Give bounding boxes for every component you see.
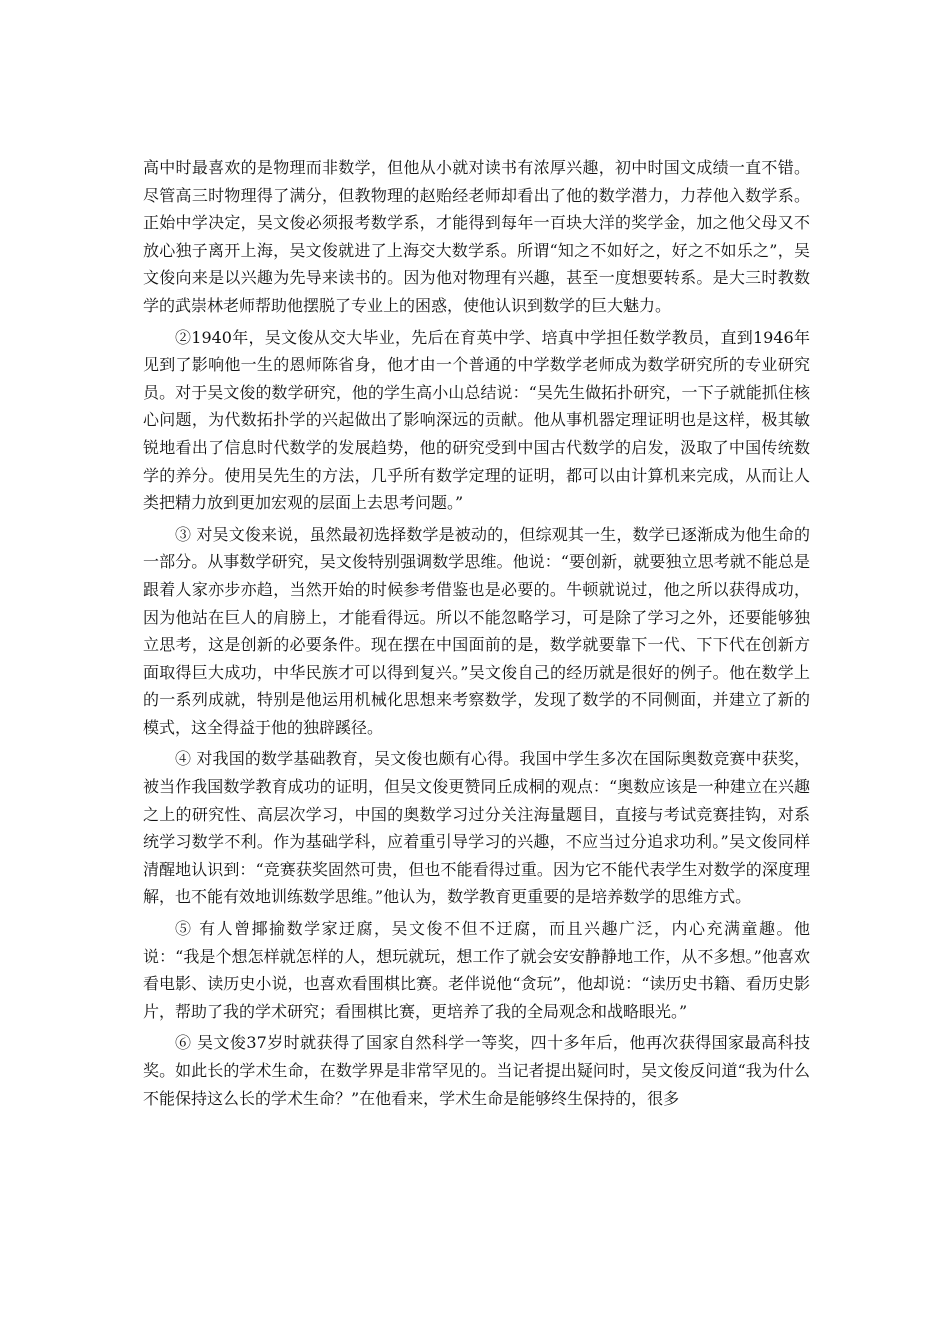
paragraph-3: ③ 对吴文俊来说，虽然最初选择数学是被动的，但综观其一生，数学已逐渐成为他生命的一部分。从事数学研究，吴文俊特别强调数学思维。他说：“要创新，就要独立思考就不能总是跟着人家亦步亦趋，当然开始的时候参考借鉴也是必要的。牛顿就说过，他之所以获得成功，因为他站在巨人的肩膀上，才能看得远。所以不能忽略学习，可是除了学习之外，还要能够独立思考，这是创新的必要条件。现在摆在中国面前的是，数学就要靠下一代、下下代在创新方面取得巨大成功，中华民族才可以得到复兴。”吴文俊自己的经历就是很好的例子。他在数学上的一系列成就，特别是他运用机械化思想来考察数学，发现了数学的不同侧面，并建立了新的模式，这全得益于他的独辟蹊径。 xyxy=(143,524,810,737)
paragraph-6: ⑥ 吴文俊37岁时就获得了国家自然科学一等奖，四十多年后，他再次获得国家最高科技奖。如此长的学术生命，在数学界是非常罕见的。当记者提出疑问时，吴文俊反问道“我为什么不能保持这么长的学术生命？”在他看来，学术生命是能够终生保持的，很多 xyxy=(143,1033,810,1108)
paragraph-4: ④ 对我国的数学基础教育，吴文俊也颇有心得。我国中学生多次在国际奥数竞赛中获奖，被当作我国数学教育成功的证明，但吴文俊更赞同丘成桐的观点：“奥数应该是一种建立在兴趣之上的研究性、高层次学习，中国的奥数学习过分关注海量题目，直接与考试竞赛挂钩，对系统学习数学不利。作为基础学科，应着重引导学习的兴趣，不应当过分追求功利。”吴文俊同样清醒地认识到：“竞赛获奖固然可贵，但也不能看得过重。因为它不能代表学生对数学的深度理解，也不能有效地训练数学思维。”他认为，数学教育更重要的是培养数学的思维方式。 xyxy=(143,749,810,907)
paragraph-5: ⑤ 有人曾揶揄数学家迂腐，吴文俊不但不迂腐，而且兴趣广泛，内心充满童趣。他说：“我是个想怎样就怎样的人，想玩就玩，想工作了就会安安静静地工作，从不多想。”他喜欢看电影、读历史小说，也喜欢看围棋比赛。老伴说他“贪玩”，他却说：“读历史书籍、看历史影片，帮助了我的学术研究；看围棋比赛，更培养了我的全局观念和战略眼光。” xyxy=(143,919,810,1021)
article-body xyxy=(143,154,810,1116)
paragraph-continued: 高中时最喜欢的是物理而非数学，但他从小就对读书有浓厚兴趣，初中时国文成绩一直不错。尽管高三时物理得了满分，但教物理的赵贻经老师却看出了他的数学潜力，力荐他入数学系。正始中学决定，吴文俊必须报考数学系，才能得到每年一百块大洋的奖学金，加之他父母又不放心独子离开上海，吴文俊就进了上海交大数学系。所谓“知之不如好之，好之不如乐之”，吴文俊向来是以兴趣为先导来读书的。因为他对物理有兴趣，甚至一度想要转系。是大三时教数学的武崇林老师帮助他摆脱了专业上的困惑，使他认识到数学的巨大魅力。 xyxy=(143,158,810,315)
paragraph-2: ②1940年，吴文俊从交大毕业，先后在育英中学、培真中学担任数学教员，直到1946年见到了影响他一生的恩师陈省身，他才由一个普通的中学数学老师成为数学研究所的专业研究员。对于吴文俊的数学研究，他的学生高小山总结说：“吴先生做拓扑研究，一下子就能抓住核心问题，为代数拓扑学的兴起做出了影响深远的贡献。他从事机器定理证明也是这样，极其敏锐地看出了信息时代数学的发展趋势，他的研究受到中国古代数学的启发，汲取了中国传统数学的养分。使用吴先生的方法，几乎所有数学定理的证明，都可以由计算机来完成，从而让人类把精力放到更加宏观的层面上去思考问题。” xyxy=(143,327,810,513)
